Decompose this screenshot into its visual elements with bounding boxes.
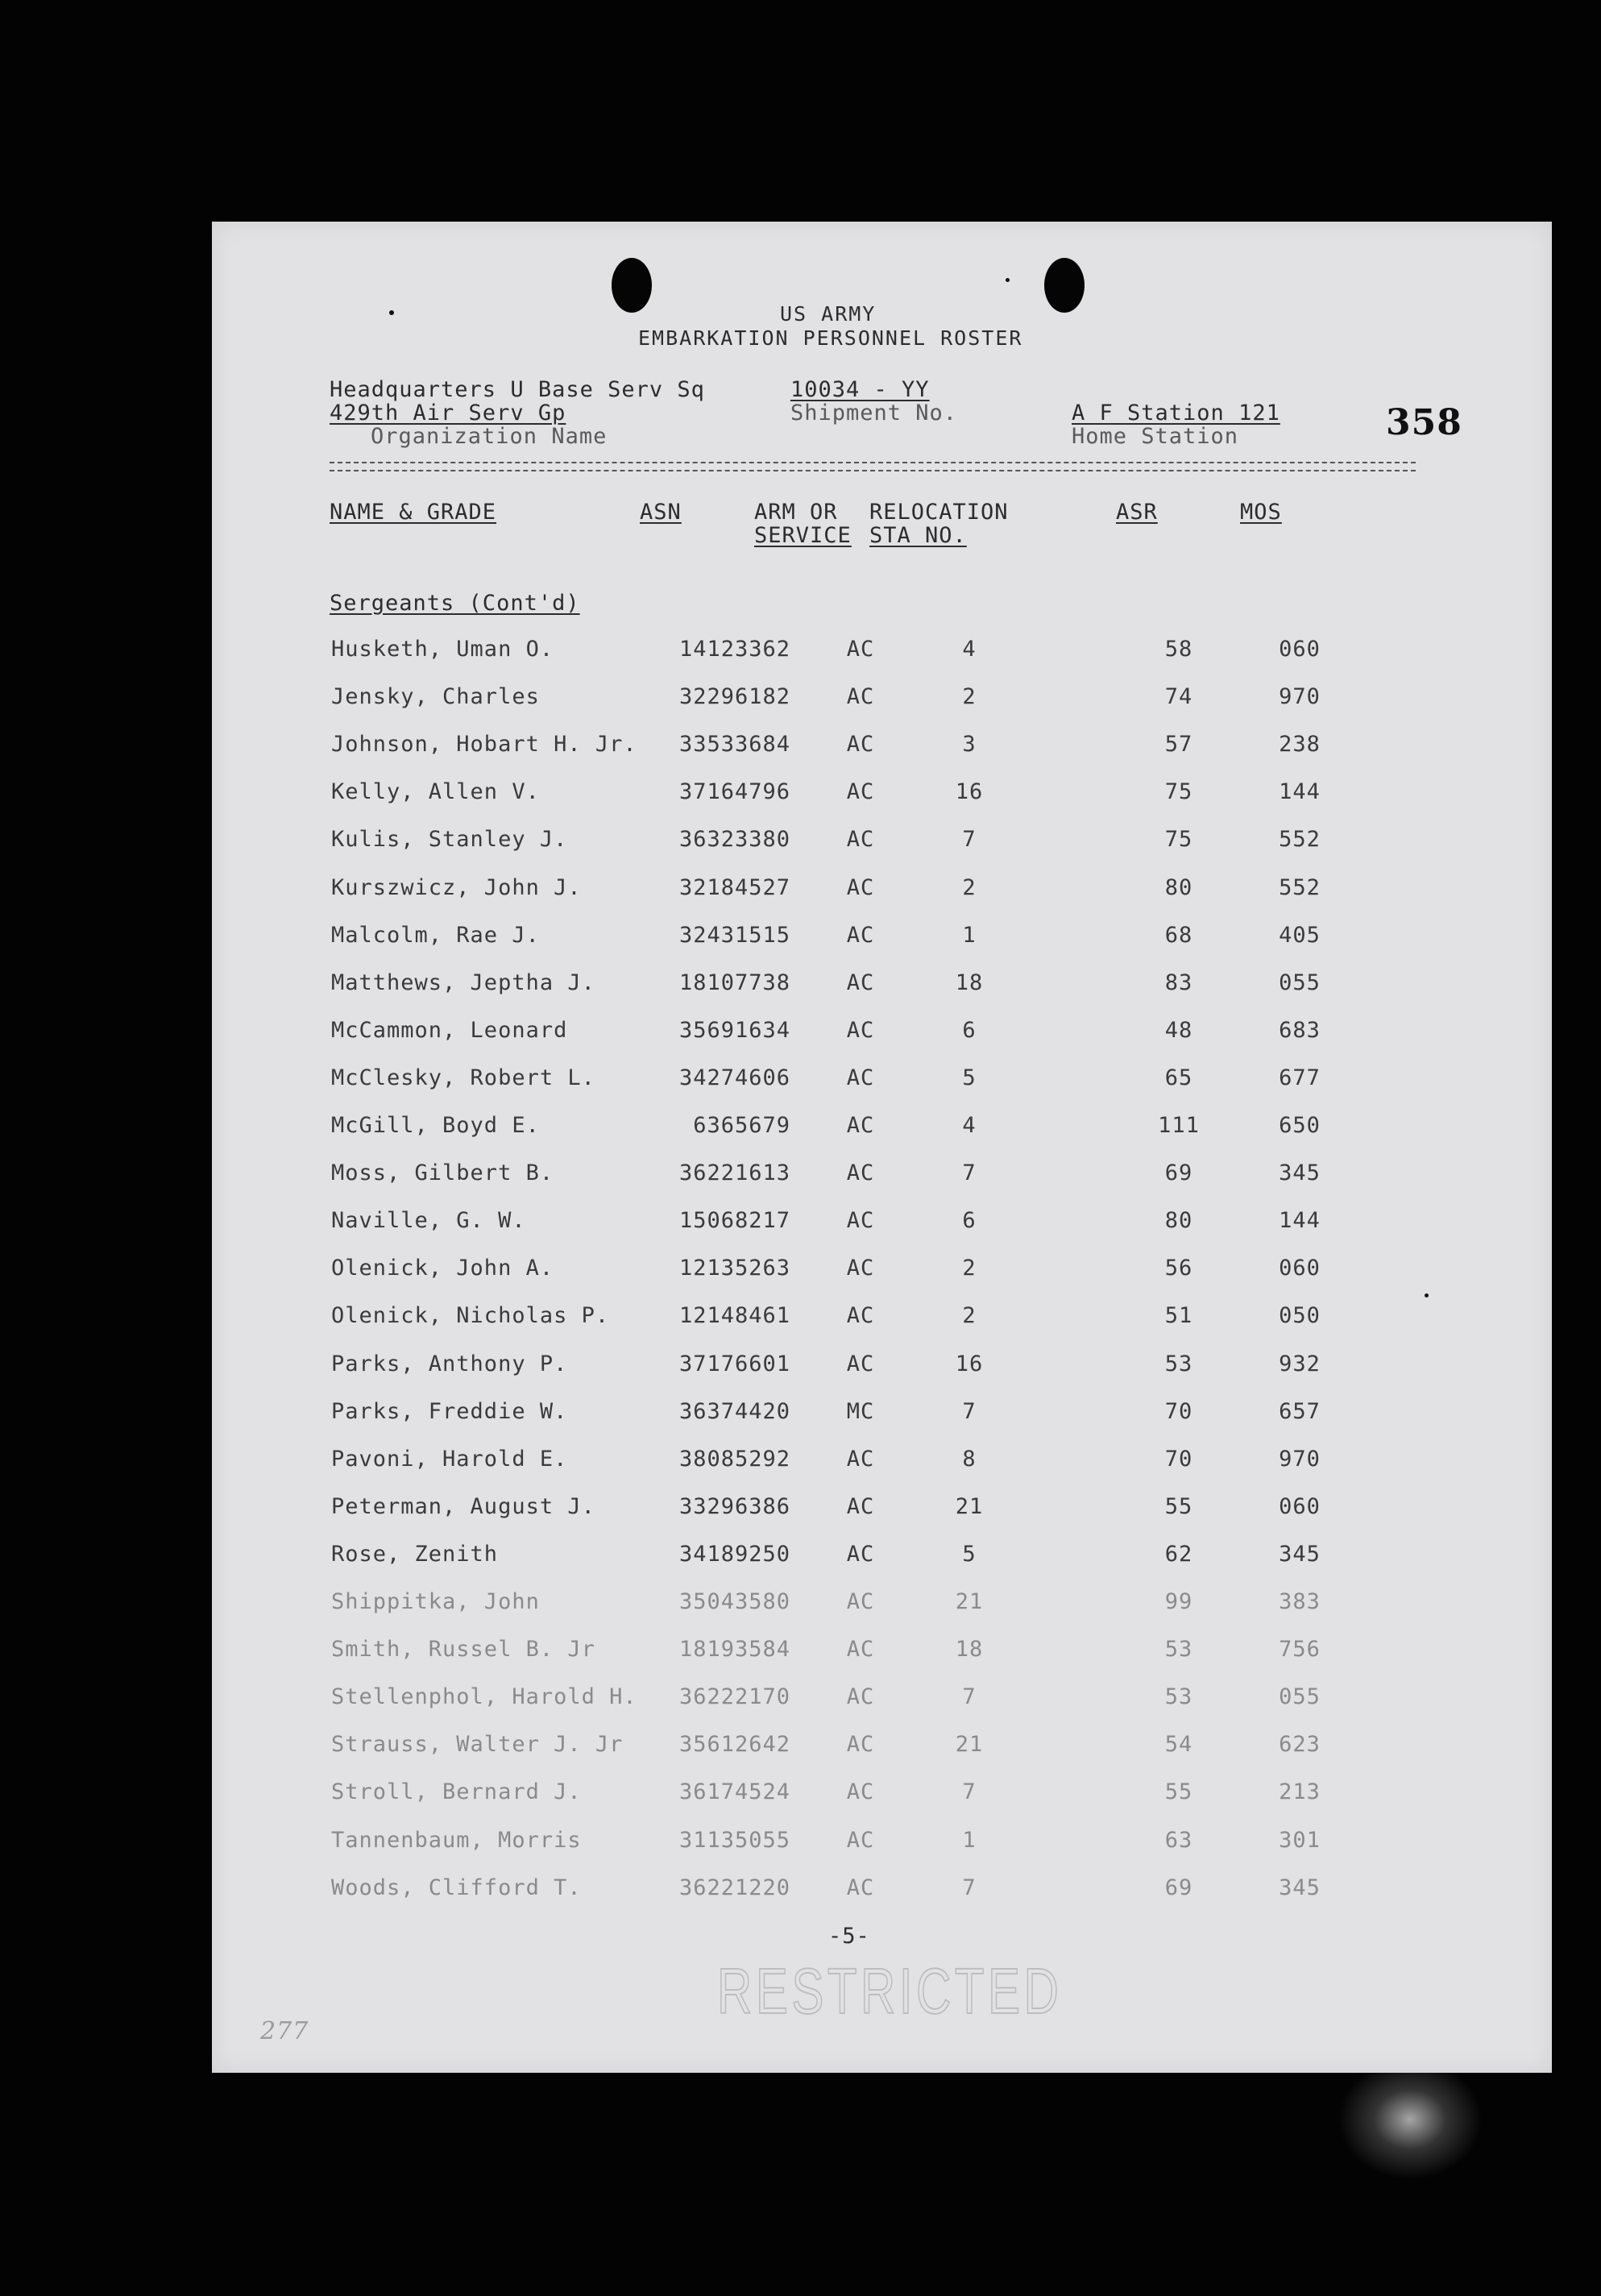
- cell-asn: 35691634: [678, 1017, 790, 1043]
- cell-station: 2: [962, 874, 977, 900]
- table-row: [212, 827, 1552, 859]
- cell-asn: 36174524: [678, 1779, 790, 1805]
- cell-name: Tannenbaum, Morris: [331, 1827, 582, 1853]
- cell-arm: AC: [846, 1208, 875, 1234]
- column-header-station: STA NO.: [869, 523, 967, 548]
- cell-mos: 055: [1279, 969, 1321, 995]
- cell-asn: 18107738: [678, 969, 790, 995]
- cell-mos: 213: [1279, 1779, 1321, 1805]
- cell-mos: 650: [1279, 1113, 1321, 1138]
- table-row: [212, 1828, 1552, 1860]
- cell-mos: 677: [1279, 1065, 1321, 1090]
- column-header-asn: ASN: [640, 500, 682, 525]
- cell-arm: AC: [846, 1113, 875, 1138]
- handwritten-note: 277: [260, 2017, 309, 2045]
- home-station-caption: Home Station: [1072, 424, 1239, 449]
- cell-name: Parks, Freddie W.: [331, 1398, 568, 1424]
- table-row: [212, 1399, 1552, 1431]
- cell-asn: 32184527: [678, 874, 790, 900]
- table-row: [212, 923, 1552, 955]
- cell-asn: 12148461: [678, 1303, 790, 1329]
- cell-arm: AC: [846, 1446, 875, 1472]
- table-row: [212, 1351, 1552, 1384]
- cell-station: 8: [962, 1446, 977, 1472]
- cell-asr: 69: [1164, 1875, 1193, 1900]
- cell-asn: 31135055: [678, 1827, 790, 1853]
- cell-name: McClesky, Robert L.: [331, 1065, 595, 1090]
- cell-mos: 301: [1279, 1827, 1321, 1853]
- cell-asn: 32296182: [678, 684, 790, 710]
- organization-line-2: 429th Air Serv Gp: [330, 401, 566, 426]
- column-header-arm: ARM OR: [754, 500, 838, 525]
- table-row: [212, 1065, 1552, 1098]
- section-heading: Sergeants (Cont'd): [330, 591, 580, 616]
- cell-name: Peterman, August J.: [331, 1493, 595, 1519]
- table-row: [212, 1684, 1552, 1717]
- cell-name: Kelly, Allen V.: [331, 779, 540, 805]
- cell-station: 7: [962, 1875, 977, 1900]
- page-number: 358: [1386, 402, 1462, 443]
- cell-asn: 35043580: [678, 1589, 790, 1614]
- table-row: [212, 1256, 1552, 1288]
- cell-mos: 552: [1279, 874, 1321, 900]
- cell-asr: 55: [1164, 1779, 1193, 1805]
- cell-arm: AC: [846, 969, 875, 995]
- cell-name: Shippitka, John: [331, 1589, 540, 1614]
- cell-asr: 69: [1164, 1160, 1193, 1186]
- cell-asn: 36221613: [678, 1160, 790, 1186]
- cell-arm: AC: [846, 1256, 875, 1281]
- cell-arm: AC: [846, 1065, 875, 1090]
- organization-line-1: Headquarters U Base Serv Sq: [330, 377, 705, 402]
- cell-asn: 37176601: [678, 1351, 790, 1376]
- cell-arm: AC: [846, 732, 875, 758]
- cell-name: Rose, Zenith: [331, 1541, 499, 1567]
- cell-name: Smith, Russel B. Jr: [331, 1637, 595, 1663]
- cell-name: Moss, Gilbert B.: [331, 1160, 554, 1186]
- cell-name: Jensky, Charles: [331, 684, 540, 710]
- table-row: [212, 637, 1552, 669]
- cell-asn: 12135263: [678, 1256, 790, 1281]
- cell-mos: 060: [1279, 1493, 1321, 1519]
- cell-asr: 51: [1164, 1303, 1193, 1329]
- cell-arm: AC: [846, 1493, 875, 1519]
- cell-asn: 34274606: [678, 1065, 790, 1090]
- cell-asn: 15068217: [678, 1208, 790, 1234]
- cell-mos: 623: [1279, 1732, 1321, 1758]
- cell-mos: 144: [1279, 779, 1321, 805]
- table-row: [212, 1542, 1552, 1574]
- cell-arm: AC: [846, 1684, 875, 1710]
- cell-asn: 34189250: [678, 1541, 790, 1567]
- column-header-name: NAME & GRADE: [330, 500, 497, 525]
- cell-arm: AC: [846, 1541, 875, 1567]
- cell-name: Strauss, Walter J. Jr: [331, 1732, 624, 1758]
- cell-station: 7: [962, 827, 977, 853]
- table-row: [212, 779, 1552, 812]
- cell-asr: 80: [1164, 874, 1193, 900]
- cell-asr: 75: [1164, 827, 1193, 853]
- cell-mos: 383: [1279, 1589, 1321, 1614]
- cell-name: Kulis, Stanley J.: [331, 827, 568, 853]
- cell-name: McCammon, Leonard: [331, 1017, 568, 1043]
- cell-arm: AC: [846, 827, 875, 853]
- cell-arm: AC: [846, 684, 875, 710]
- shipment-number: 10034 - YY: [790, 377, 930, 402]
- restricted-stamp: RESTRICTED: [717, 1955, 1063, 2027]
- cell-asr: 48: [1164, 1017, 1193, 1043]
- table-row: [212, 1875, 1552, 1908]
- light-flare: [1338, 2059, 1483, 2180]
- cell-asn: 14123362: [678, 637, 790, 662]
- table-row: [212, 732, 1552, 764]
- cell-station: 7: [962, 1684, 977, 1710]
- cell-station: 3: [962, 732, 977, 758]
- cell-asr: 99: [1164, 1589, 1193, 1614]
- header-rule: [330, 470, 1416, 471]
- cell-station: 2: [962, 1303, 977, 1329]
- cell-station: 4: [962, 637, 977, 662]
- cell-asr: 80: [1164, 1208, 1193, 1234]
- table-row: [212, 1303, 1552, 1335]
- cell-asn: 33296386: [678, 1493, 790, 1519]
- cell-station: 16: [955, 779, 984, 805]
- cell-mos: 345: [1279, 1541, 1321, 1567]
- cell-asr: 53: [1164, 1684, 1193, 1710]
- cell-name: Olenick, Nicholas P.: [331, 1303, 610, 1329]
- column-header-asr: ASR: [1116, 500, 1158, 525]
- cell-asr: 83: [1164, 969, 1193, 995]
- cell-mos: 932: [1279, 1351, 1321, 1376]
- punch-hole-left: [612, 258, 652, 313]
- cell-station: 18: [955, 1637, 984, 1663]
- cell-mos: 050: [1279, 1303, 1321, 1329]
- cell-station: 6: [962, 1208, 977, 1234]
- table-row: [212, 1447, 1552, 1479]
- punch-hole-right: [1044, 258, 1085, 313]
- cell-arm: MC: [846, 1398, 875, 1424]
- cell-mos: 345: [1279, 1160, 1321, 1186]
- cell-station: 5: [962, 1065, 977, 1090]
- cell-station: 7: [962, 1160, 977, 1186]
- cell-asr: 70: [1164, 1446, 1193, 1472]
- footer-page-number: -5-: [828, 1924, 870, 1949]
- cell-station: 2: [962, 684, 977, 710]
- cell-station: 7: [962, 1398, 977, 1424]
- cell-mos: 657: [1279, 1398, 1321, 1424]
- table-row: [212, 1208, 1552, 1240]
- table-row: [212, 1637, 1552, 1669]
- cell-station: 18: [955, 969, 984, 995]
- cell-arm: AC: [846, 1303, 875, 1329]
- cell-asr: 57: [1164, 732, 1193, 758]
- cell-mos: 405: [1279, 922, 1321, 948]
- cell-mos: 683: [1279, 1017, 1321, 1043]
- cell-name: Parks, Anthony P.: [331, 1351, 568, 1376]
- speck: [1425, 1293, 1429, 1297]
- cell-mos: 552: [1279, 827, 1321, 853]
- cell-name: Stellenphol, Harold H.: [331, 1684, 637, 1710]
- cell-name: Matthews, Jeptha J.: [331, 969, 595, 995]
- cell-asn: 37164796: [678, 779, 790, 805]
- cell-station: 21: [955, 1589, 984, 1614]
- cell-asn: 36221220: [678, 1875, 790, 1900]
- column-header-service: SERVICE: [754, 523, 852, 548]
- speck: [389, 310, 394, 315]
- cell-arm: AC: [846, 637, 875, 662]
- cell-station: 2: [962, 1256, 977, 1281]
- cell-asr: 70: [1164, 1398, 1193, 1424]
- cell-arm: AC: [846, 1779, 875, 1805]
- cell-asr: 55: [1164, 1493, 1193, 1519]
- table-row: [212, 1732, 1552, 1764]
- cell-asn: 6365679: [693, 1113, 790, 1138]
- cell-asr: 68: [1164, 922, 1193, 948]
- header-rule: [330, 462, 1416, 463]
- cell-asr: 63: [1164, 1827, 1193, 1853]
- cell-arm: AC: [846, 922, 875, 948]
- cell-name: Malcolm, Rae J.: [331, 922, 540, 948]
- title-line-1: US ARMY: [780, 302, 877, 326]
- cell-asn: 18193584: [678, 1637, 790, 1663]
- column-header-mos: MOS: [1240, 500, 1282, 525]
- cell-asn: 36222170: [678, 1684, 790, 1710]
- cell-asn: 33533684: [678, 732, 790, 758]
- cell-arm: AC: [846, 1732, 875, 1758]
- cell-station: 21: [955, 1732, 984, 1758]
- table-row: [212, 1160, 1552, 1193]
- cell-name: McGill, Boyd E.: [331, 1113, 540, 1138]
- cell-asr: 75: [1164, 779, 1193, 805]
- cell-asn: 36374420: [678, 1398, 790, 1424]
- cell-mos: 144: [1279, 1208, 1321, 1234]
- cell-station: 4: [962, 1113, 977, 1138]
- table-row: [212, 875, 1552, 907]
- cell-mos: 756: [1279, 1637, 1321, 1663]
- cell-arm: AC: [846, 1875, 875, 1900]
- table-row: [212, 1018, 1552, 1050]
- cell-station: 21: [955, 1493, 984, 1519]
- cell-station: 6: [962, 1017, 977, 1043]
- cell-name: Husketh, Uman O.: [331, 637, 554, 662]
- cell-mos: 060: [1279, 1256, 1321, 1281]
- cell-asn: 36323380: [678, 827, 790, 853]
- roster-page: [212, 222, 1552, 2073]
- cell-arm: AC: [846, 1017, 875, 1043]
- table-row: [212, 1589, 1552, 1621]
- cell-mos: 345: [1279, 1875, 1321, 1900]
- cell-station: 7: [962, 1779, 977, 1805]
- cell-asr: 111: [1158, 1113, 1200, 1138]
- cell-asr: 53: [1164, 1637, 1193, 1663]
- cell-station: 1: [962, 922, 977, 948]
- cell-asr: 53: [1164, 1351, 1193, 1376]
- cell-name: Pavoni, Harold E.: [331, 1446, 568, 1472]
- cell-asr: 56: [1164, 1256, 1193, 1281]
- cell-arm: AC: [846, 1637, 875, 1663]
- cell-asr: 62: [1164, 1541, 1193, 1567]
- organization-caption: Organization Name: [371, 424, 608, 449]
- shipment-caption: Shipment No.: [790, 401, 958, 426]
- cell-mos: 970: [1279, 1446, 1321, 1472]
- cell-mos: 060: [1279, 637, 1321, 662]
- column-header-relocation: RELOCATION: [869, 500, 1009, 525]
- table-row: [212, 1494, 1552, 1526]
- table-row: [212, 970, 1552, 1003]
- cell-asr: 74: [1164, 684, 1193, 710]
- cell-arm: AC: [846, 1827, 875, 1853]
- cell-asr: 65: [1164, 1065, 1193, 1090]
- table-row: [212, 1113, 1552, 1145]
- cell-name: Olenick, John A.: [331, 1256, 554, 1281]
- cell-name: Naville, G. W.: [331, 1208, 526, 1234]
- cell-name: Johnson, Hobart H. Jr.: [331, 732, 637, 758]
- cell-name: Kurszwicz, John J.: [331, 874, 582, 900]
- cell-asn: 32431515: [678, 922, 790, 948]
- cell-mos: 055: [1279, 1684, 1321, 1710]
- cell-asr: 58: [1164, 637, 1193, 662]
- cell-arm: AC: [846, 1589, 875, 1614]
- cell-asn: 35612642: [678, 1732, 790, 1758]
- cell-mos: 970: [1279, 684, 1321, 710]
- cell-name: Woods, Clifford T.: [331, 1875, 582, 1900]
- cell-arm: AC: [846, 1351, 875, 1376]
- cell-mos: 238: [1279, 732, 1321, 758]
- cell-station: 1: [962, 1827, 977, 1853]
- cell-name: Stroll, Bernard J.: [331, 1779, 582, 1805]
- speck: [1006, 278, 1010, 282]
- cell-arm: AC: [846, 779, 875, 805]
- cell-arm: AC: [846, 1160, 875, 1186]
- cell-asn: 38085292: [678, 1446, 790, 1472]
- cell-arm: AC: [846, 874, 875, 900]
- home-station: A F Station 121: [1072, 401, 1280, 426]
- cell-station: 5: [962, 1541, 977, 1567]
- table-row: [212, 684, 1552, 716]
- cell-asr: 54: [1164, 1732, 1193, 1758]
- cell-station: 16: [955, 1351, 984, 1376]
- table-row: [212, 1779, 1552, 1812]
- title-line-2: EMBARKATION PERSONNEL ROSTER: [638, 326, 1023, 350]
